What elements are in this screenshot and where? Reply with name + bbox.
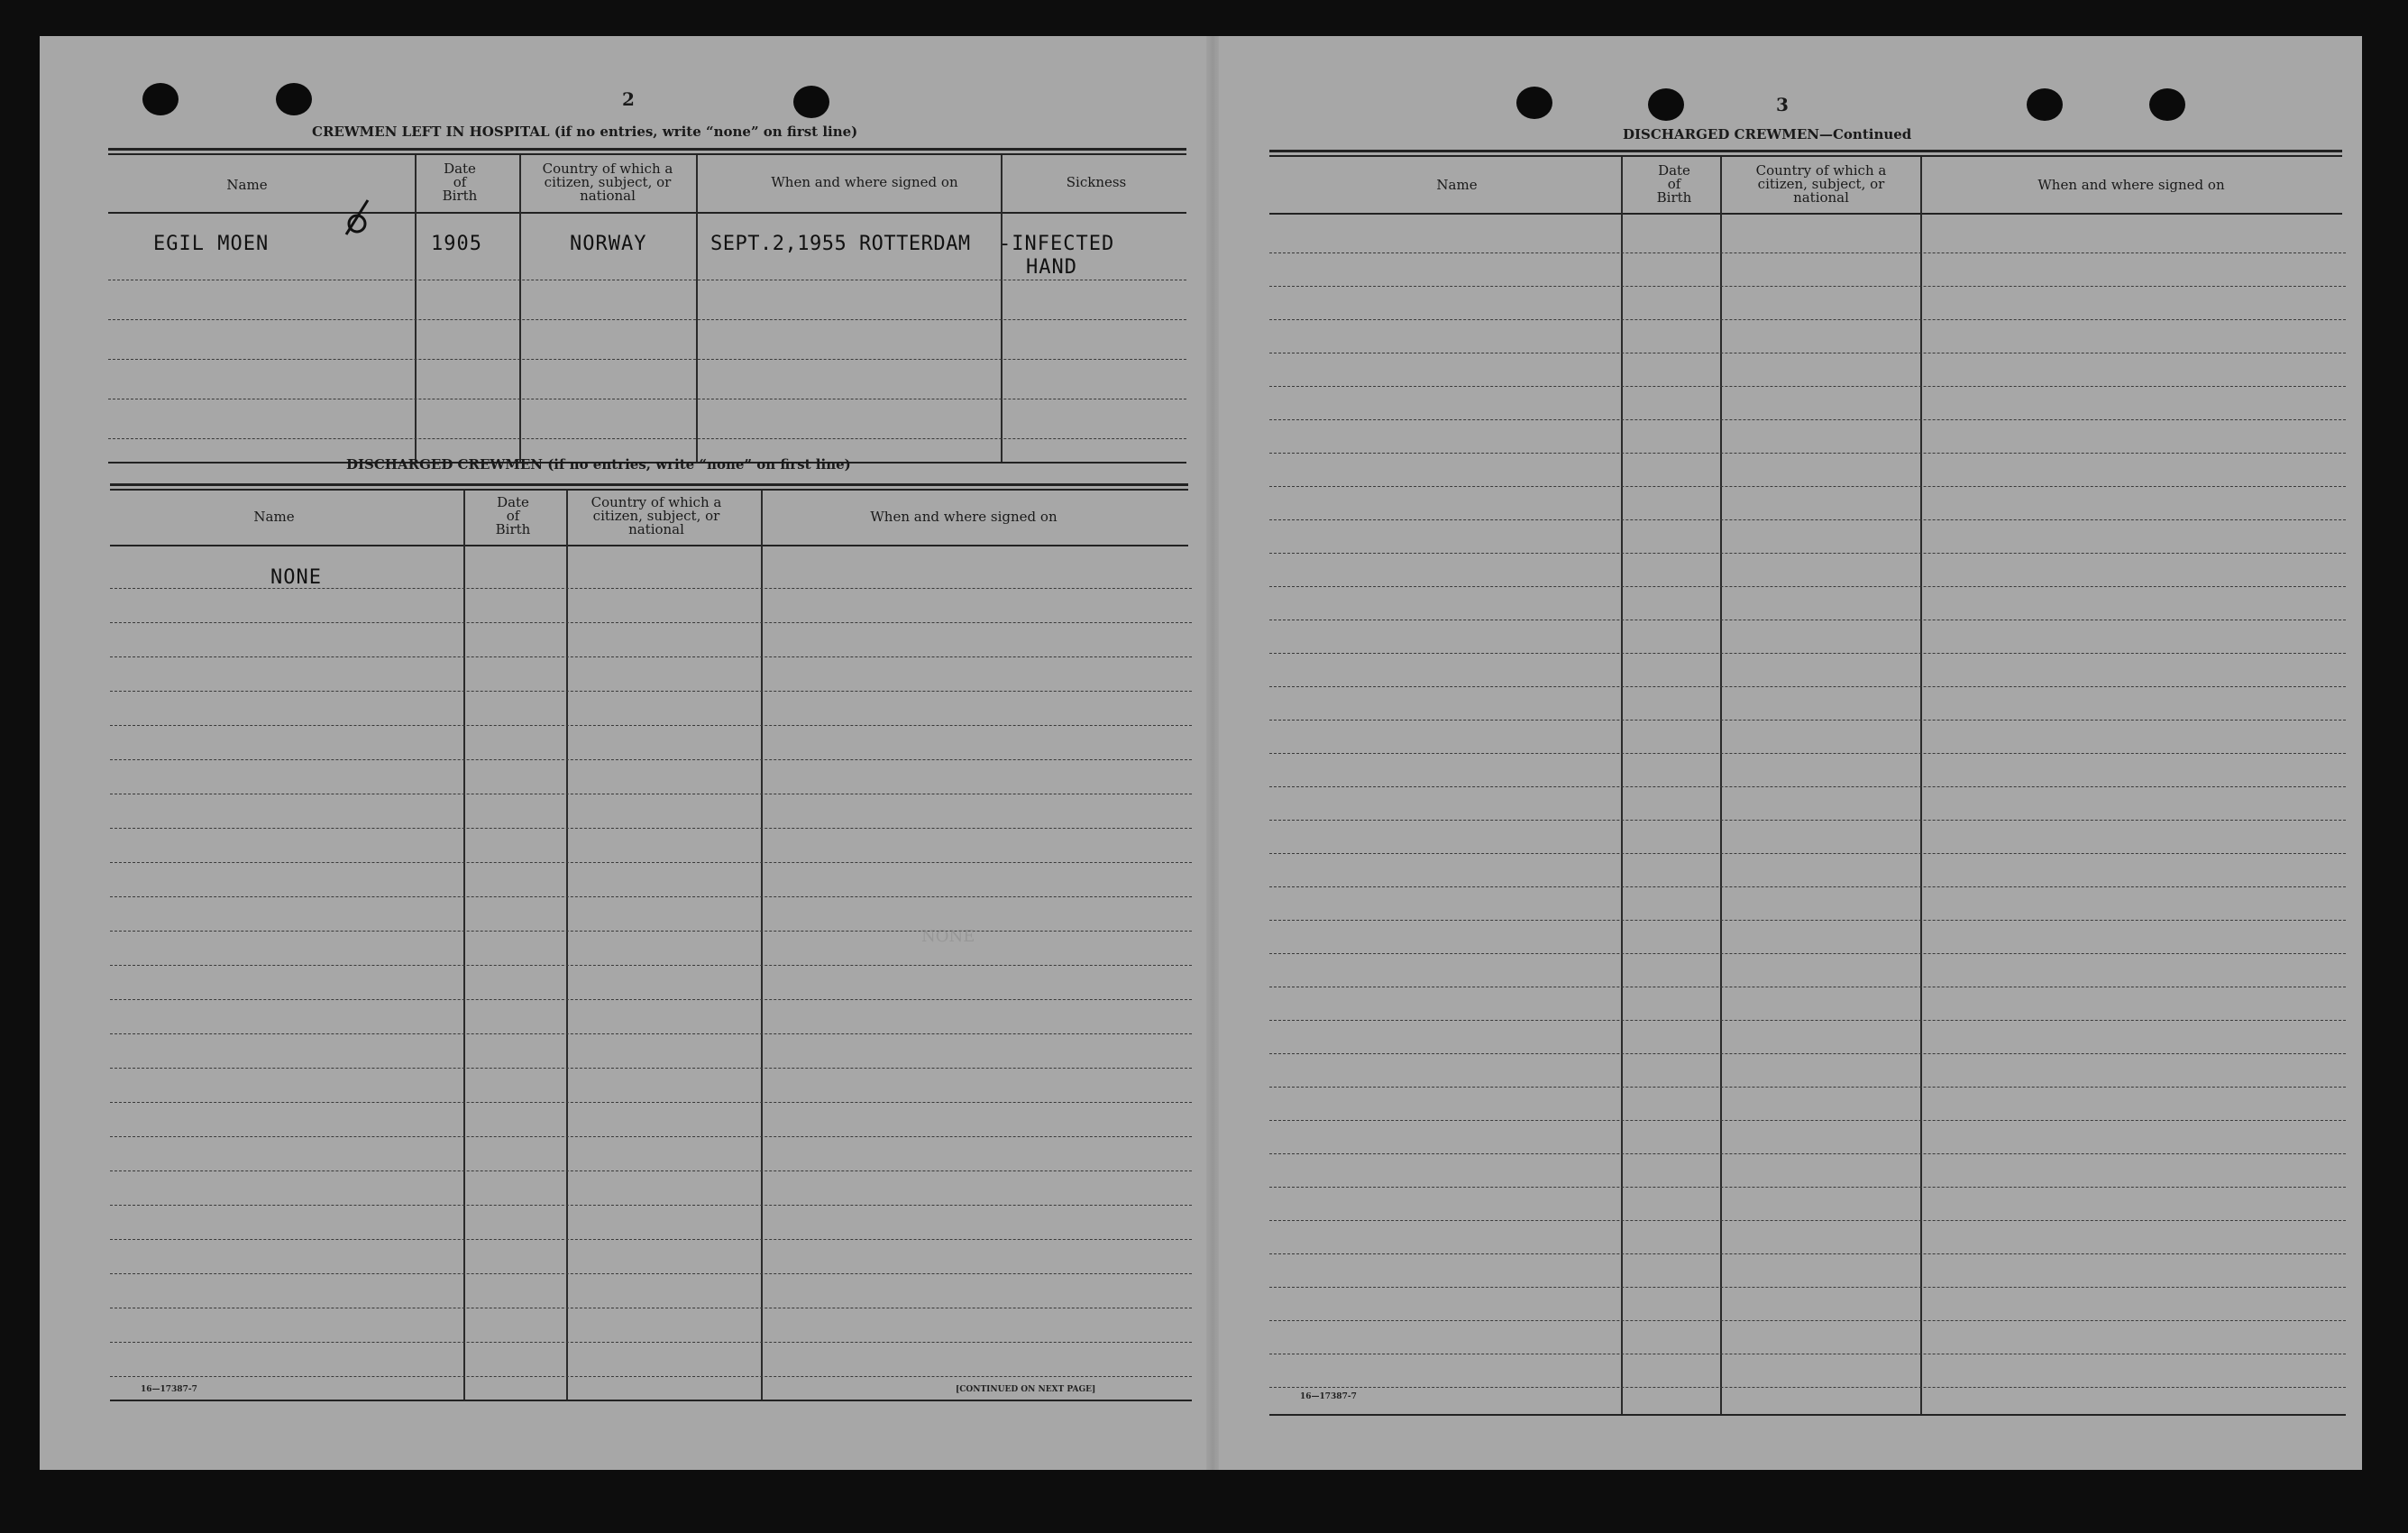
column-divider: [696, 155, 698, 462]
row-line: [1269, 720, 2346, 721]
signature-mark: [337, 195, 373, 240]
column-divider: [463, 491, 465, 1401]
punch-hole: [2027, 88, 2063, 121]
row-line: [1269, 1253, 2346, 1254]
page-fold: [1206, 36, 1219, 1470]
row-line: [110, 588, 1192, 589]
row-line: [1269, 553, 2346, 554]
row-line: [110, 1033, 1192, 1034]
col-header-birth: Date of Birth: [442, 161, 478, 204]
punch-hole: [276, 83, 312, 115]
row-line: [110, 1239, 1192, 1240]
table-bottom-rule: [110, 1400, 1192, 1401]
punch-hole: [1648, 88, 1684, 121]
row-line: [1269, 486, 2346, 487]
crewman-sickness: -INFECTED: [999, 233, 1115, 255]
col-header-signed-on: When and where signed on: [771, 174, 958, 190]
row-line: [1269, 1053, 2346, 1054]
row-line: [110, 1102, 1192, 1103]
punch-hole: [793, 86, 829, 118]
row-line: [1269, 886, 2346, 887]
row-line: [1269, 519, 2346, 520]
punch-hole: [1516, 87, 1552, 119]
row-line: [1269, 686, 2346, 687]
row-line: [1269, 286, 2346, 287]
row-line: [1269, 1320, 2346, 1321]
row-line: [1269, 586, 2346, 587]
discharged-section-title: DISCHARGED CREWMEN (if no entries, write “none” on first line): [346, 456, 851, 473]
row-line: [1269, 319, 2346, 320]
col-header-birth: Date of Birth: [1656, 162, 1692, 206]
col-header-sickness: Sickness: [1066, 174, 1127, 190]
row-line: [110, 1342, 1192, 1343]
row-line: [1269, 419, 2346, 420]
row-line: [110, 862, 1192, 863]
table-top-rule: [108, 153, 1186, 155]
document-sheet: [40, 36, 2362, 1470]
row-line: [110, 828, 1192, 829]
col-header-signed-on: When and where signed on: [870, 509, 1058, 525]
punch-hole: [2149, 88, 2185, 121]
table-top-rule: [110, 489, 1188, 491]
row-line: [1269, 953, 2346, 954]
row-line: [108, 438, 1186, 439]
col-header-name: Name: [226, 177, 268, 193]
col-header-country: Country of which a citizen, subject, or national: [591, 494, 722, 537]
row-line: [1269, 1187, 2346, 1188]
col-header-name: Name: [1436, 177, 1478, 193]
page-number-left: 2: [622, 88, 635, 110]
column-divider: [1001, 155, 1003, 462]
col-header-country: Country of which a citizen, subject, or national: [1755, 162, 1887, 206]
table-top-rule: [108, 148, 1186, 151]
crewman-name: EGIL MOEN: [153, 233, 270, 255]
row-line: [110, 656, 1192, 657]
discharged-continued-title: DISCHARGED CREWMEN—Continued: [1623, 126, 1912, 142]
row-line: [1269, 853, 2346, 854]
table-bottom-rule: [1269, 1414, 2346, 1416]
row-line: [110, 1273, 1192, 1274]
crewman-birth: 1905: [431, 233, 482, 255]
row-line: [1269, 753, 2346, 754]
bleed-through-text: NONE: [921, 927, 975, 946]
col-header-signed-on: When and where signed on: [2037, 177, 2225, 193]
row-line: [110, 691, 1192, 692]
row-line: [110, 1376, 1192, 1377]
row-line: [110, 896, 1192, 897]
row-line: [1269, 1087, 2346, 1088]
col-header-birth: Date of Birth: [495, 494, 531, 537]
table-top-rule: [110, 483, 1188, 486]
row-line: [110, 1068, 1192, 1069]
hospital-section-title: CREWMEN LEFT IN HOSPITAL (if no entries, write “none” on first line): [312, 124, 858, 140]
form-number-left: 16—17387-7: [141, 1385, 197, 1394]
row-line: [1269, 786, 2346, 787]
row-line: [110, 622, 1192, 623]
col-header-country: Country of which a citizen, subject, or national: [542, 161, 673, 204]
discharged-none-entry: NONE: [270, 566, 322, 589]
crewman-country: NORWAY: [570, 233, 647, 255]
row-line: [108, 319, 1186, 320]
table-header-rule: [110, 545, 1188, 546]
row-line: [110, 999, 1192, 1000]
row-line: [110, 1136, 1192, 1137]
column-divider: [761, 491, 763, 1401]
table-header-rule: [108, 212, 1186, 214]
row-line: [110, 725, 1192, 726]
form-number-right: 16—17387-7: [1300, 1392, 1357, 1401]
row-line: [108, 359, 1186, 360]
table-top-rule: [1269, 155, 2342, 157]
row-line: [1269, 386, 2346, 387]
page-number-right: 3: [1776, 94, 1789, 115]
table-top-rule: [1269, 150, 2342, 152]
row-line: [1269, 1287, 2346, 1288]
row-line: [110, 931, 1192, 932]
punch-hole: [142, 83, 179, 115]
column-divider: [519, 155, 521, 462]
row-line: [1269, 252, 2346, 253]
column-divider: [566, 491, 568, 1401]
row-line: [1269, 1387, 2346, 1388]
row-line: [110, 759, 1192, 760]
table-header-rule: [1269, 213, 2342, 215]
row-line: [110, 965, 1192, 966]
column-divider: [415, 155, 417, 462]
row-line: [1269, 653, 2346, 654]
row-line: [110, 1170, 1192, 1171]
row-line: [110, 1205, 1192, 1206]
row-line: [1269, 453, 2346, 454]
row-line: [1269, 920, 2346, 921]
row-line: [1269, 1120, 2346, 1121]
row-line: [1269, 1020, 2346, 1021]
row-line: [1269, 820, 2346, 821]
crewman-sickness-line2: HAND: [1026, 256, 1077, 279]
col-header-name: Name: [253, 509, 295, 525]
crewman-signed-on: SEPT.2,1955 ROTTERDAM: [710, 233, 971, 255]
continued-note: [CONTINUED ON NEXT PAGE]: [956, 1385, 1096, 1394]
row-line: [1269, 1153, 2346, 1154]
row-line: [1269, 1220, 2346, 1221]
